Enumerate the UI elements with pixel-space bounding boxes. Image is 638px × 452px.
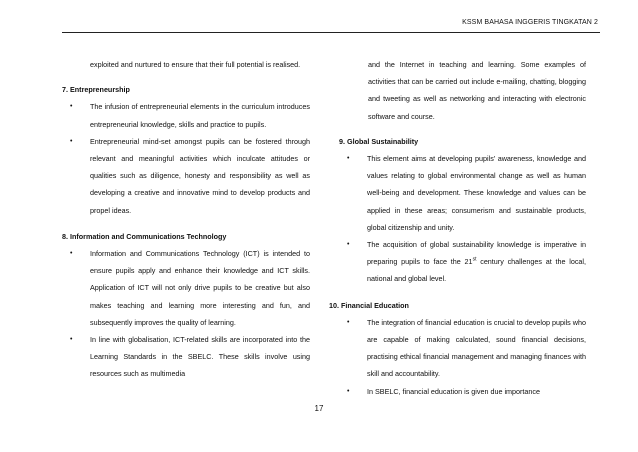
bullet-icon: • (70, 137, 73, 145)
entrepreneurship-list (62, 98, 310, 218)
bullet-icon: • (70, 250, 73, 258)
bullet-icon: • (70, 103, 73, 111)
running-header: KSSM BAHASA INGGERIS TINGKATAN 2 (462, 19, 598, 26)
list-item: • Information and Communications Technology (ICT) is intended to ensure pupils apply and enhance their knowledge and ICT skills. Application of ICT will not only drive pupils to be creative but also makes teaching and learning more interesting and fun, and subsequently improves the quality of learning. (62, 245, 310, 331)
bullet-icon: • (347, 318, 350, 326)
list-item: • In line with globalisation, ICT-related skills are incorporated into the Learning Standards in the SBELC. These skills involve using resources such as multimedia (62, 331, 310, 383)
page-number: 17 (314, 404, 324, 413)
left-column (62, 56, 310, 383)
section-heading-ict: 8. Information and Communications Technology (62, 231, 227, 241)
section-heading-entrepreneurship: 7. Entrepreneurship (62, 85, 130, 95)
financial-education-list (329, 314, 586, 400)
header-rule (62, 32, 600, 33)
superscript-st: st (472, 256, 477, 263)
right-column (329, 56, 586, 400)
left-intro-text: exploited and nurtured to ensure that their full potential is realised. (90, 60, 301, 69)
section-heading-global-sustainability: 9. Global Sustainability (339, 136, 419, 146)
list-item: • The acquisition of global sustainability knowledge is imperative in preparing pupils to face the 21st century challenges at the local, national and global level. (339, 236, 586, 288)
list-item: • The infusion of entrepreneurial elements in the curriculum introduces entrepreneurial knowledge, skills and practice to pupils. (62, 98, 310, 132)
ict-list (62, 245, 310, 383)
bullet-icon: • (347, 155, 350, 163)
right-intro-text: and the Internet in teaching and learning. Some examples of activities that can be carried out include e-mailing, chatting, blogging and tweeting as well as networking and interacting with electronic software and course. (368, 60, 586, 121)
list-item: • Entrepreneurial mind-set amongst pupils can be fostered through relevant and meaningful activities which inculcate attitudes or qualities such as diligence, honesty and responsibility as well as developing a creative and innovative mind to develop products and propel ideas. (62, 133, 310, 219)
list-item: • This element aims at developing pupils’ awareness, knowledge and values relating to global environmental change as well as human well-being and development. These knowledge and values can be applied in these areas; consumerism and sustainable products, global citizenship and unity. (339, 150, 586, 236)
list-item: • The integration of financial education is crucial to develop pupils who are capable of making calculated, sound financial decisions, practising ethical financial management and managing finances with skill and accountability. (339, 314, 586, 383)
list-item: • In SBELC, financial education is given due importance (339, 383, 586, 400)
section-heading-financial-education: 10. Financial Education (329, 300, 409, 310)
bullet-icon: • (347, 241, 350, 249)
global-sustainability-list (329, 150, 586, 288)
bullet-icon: • (70, 336, 73, 344)
bullet-icon: • (347, 387, 350, 395)
